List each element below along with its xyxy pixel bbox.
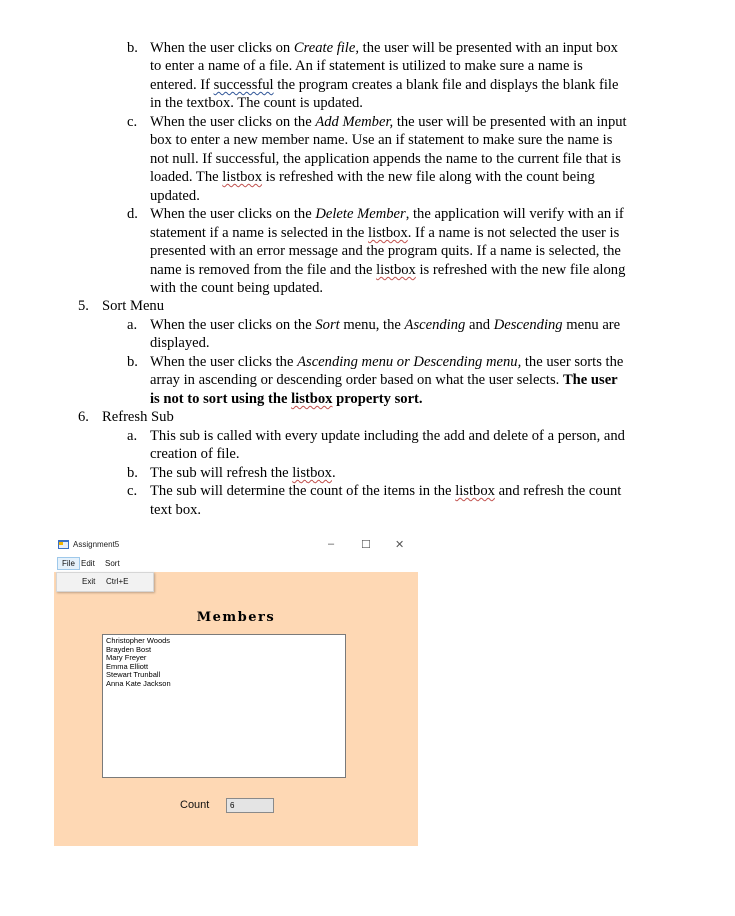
text-run: Add Member, bbox=[315, 114, 394, 130]
document-line bbox=[150, 168, 595, 186]
text-run: menu are bbox=[562, 317, 621, 333]
minimize-icon[interactable]: – bbox=[328, 538, 335, 550]
document-line bbox=[102, 297, 164, 315]
text-run: and refresh the count bbox=[494, 483, 622, 499]
text-run: presented with an error message and the program quits. If a name is selected, the bbox=[150, 243, 621, 259]
members-heading: Members bbox=[196, 610, 276, 625]
document-line bbox=[150, 501, 201, 519]
app-window bbox=[54, 536, 418, 846]
text-run: is not to sort using the bbox=[150, 391, 292, 407]
menu-file[interactable]: File bbox=[57, 557, 80, 570]
text-run: is refreshed with the new file along bbox=[415, 262, 626, 278]
title-bar bbox=[54, 536, 418, 556]
text-run: Refresh Sub bbox=[102, 409, 174, 425]
text-run: listbox bbox=[292, 465, 332, 481]
list-marker: a. bbox=[127, 317, 138, 333]
document-line bbox=[150, 279, 323, 297]
text-run: Sort bbox=[315, 317, 340, 333]
document-line bbox=[150, 39, 618, 57]
list-item[interactable]: Anna Kate Jackson bbox=[106, 678, 171, 688]
document-line bbox=[150, 224, 619, 242]
document-line bbox=[150, 390, 423, 408]
document-line bbox=[150, 205, 624, 223]
list-marker: b. bbox=[127, 40, 138, 56]
text-run: Ascending menu or Descending menu, bbox=[297, 354, 522, 370]
close-icon[interactable]: ✕ bbox=[395, 539, 405, 551]
document-line bbox=[150, 76, 618, 94]
list-item[interactable]: Brayden Bost bbox=[106, 644, 152, 654]
text-run: The user bbox=[562, 372, 618, 388]
list-item[interactable]: Emma Elliott bbox=[106, 661, 149, 671]
text-run: loaded. The bbox=[150, 169, 223, 185]
text-run: When the user clicks on bbox=[150, 40, 294, 56]
document-line bbox=[150, 482, 621, 500]
document-line bbox=[150, 131, 612, 149]
text-run: listbox bbox=[291, 391, 333, 407]
text-run: . If a name is not selected the user is bbox=[407, 225, 620, 241]
text-run: in the textbox. The count is updated. bbox=[150, 95, 363, 111]
list-marker: 6. bbox=[78, 409, 89, 425]
winforms-app-icon bbox=[58, 540, 69, 549]
list-marker: d. bbox=[127, 206, 138, 222]
text-run: . bbox=[331, 465, 336, 481]
text-run: the user sorts the bbox=[521, 354, 624, 370]
document-line bbox=[102, 408, 174, 426]
text-run: entered. If bbox=[150, 77, 214, 93]
document-line bbox=[150, 57, 583, 75]
text-run: This sub is called with every update including the add and delete of a person, and bbox=[150, 428, 625, 444]
document-line bbox=[150, 316, 620, 334]
text-run: the user will be presented with an input bbox=[393, 114, 627, 130]
text-run: box to enter a new member name. Use an if statement to make sure the name is bbox=[150, 132, 613, 148]
text-run: Create file, bbox=[293, 40, 359, 56]
document-line bbox=[150, 150, 621, 168]
text-run: text box. bbox=[150, 502, 202, 518]
maximize-icon[interactable]: ☐ bbox=[361, 539, 371, 551]
menu-exit[interactable]: Exit bbox=[82, 577, 96, 586]
file-dropdown bbox=[56, 572, 154, 592]
text-run: The sub will refresh the bbox=[150, 465, 293, 481]
list-item[interactable]: Stewart Trunball bbox=[106, 670, 161, 680]
menu-bar bbox=[54, 556, 418, 572]
document-line bbox=[150, 113, 627, 131]
text-run: the user will be presented with an input box bbox=[359, 40, 618, 56]
document-line bbox=[150, 427, 625, 445]
window-title: Assignment5 bbox=[73, 540, 120, 549]
text-run: The sub will determine the count of the items in the bbox=[150, 483, 456, 499]
menu-sort[interactable]: Sort bbox=[105, 559, 120, 568]
list-item[interactable]: Christopher Woods bbox=[106, 636, 171, 645]
text-run: with the count being updated. bbox=[150, 280, 324, 296]
list-marker: b. bbox=[127, 465, 138, 481]
text-run: name is removed from the file and the bbox=[150, 262, 377, 278]
text-run: , the application will verify with an if bbox=[405, 206, 624, 222]
document-line bbox=[150, 261, 625, 279]
list-marker: b. bbox=[127, 354, 138, 370]
text-run: Descending bbox=[493, 317, 563, 333]
document-line bbox=[150, 371, 618, 389]
list-marker: c. bbox=[127, 114, 138, 130]
document-line bbox=[150, 242, 621, 260]
document-line bbox=[150, 94, 363, 112]
list-marker: 5. bbox=[78, 298, 89, 314]
text-run: listbox bbox=[368, 225, 408, 241]
members-listbox[interactable] bbox=[102, 634, 346, 778]
text-run: When the user clicks on the bbox=[150, 206, 316, 222]
text-run: listbox bbox=[222, 169, 263, 185]
count-textbox[interactable]: 6 bbox=[226, 798, 274, 813]
list-marker: a. bbox=[127, 428, 138, 444]
text-run: Ascending bbox=[404, 317, 466, 333]
text-run: listbox bbox=[455, 483, 495, 499]
document-line bbox=[150, 334, 210, 352]
list-item[interactable]: Mary Freyer bbox=[106, 653, 147, 663]
document-line bbox=[150, 464, 336, 482]
text-run: to enter a name of a file. An if statement is utilized to make sure a name is bbox=[150, 58, 583, 74]
text-run: menu, the bbox=[339, 317, 405, 333]
text-run: statement if a name is selected in the bbox=[150, 225, 369, 241]
text-run: not null. If successful, the application appends the name to the current file that is bbox=[150, 151, 621, 167]
text-run: property sort. bbox=[332, 391, 423, 407]
text-run: Delete Member bbox=[315, 206, 406, 222]
form-client-area bbox=[54, 572, 418, 846]
document-line bbox=[150, 445, 240, 463]
menu-edit[interactable]: Edit bbox=[81, 559, 95, 568]
text-run: is refreshed with the new file along with the count being bbox=[262, 169, 595, 185]
text-run: and bbox=[465, 317, 494, 333]
text-run: When the user clicks on the bbox=[150, 317, 316, 333]
text-run: the program creates a blank file and displays the blank file bbox=[273, 77, 619, 93]
count-label: Count bbox=[180, 799, 210, 811]
document-line bbox=[150, 187, 200, 205]
text-run: creation of file. bbox=[150, 446, 240, 462]
document-line bbox=[150, 353, 623, 371]
text-run: When the user clicks on the bbox=[150, 114, 316, 130]
text-run: updated. bbox=[150, 188, 200, 204]
exit-shortcut: Ctrl+E bbox=[106, 577, 129, 586]
text-run: successful bbox=[213, 77, 274, 93]
text-run: When the user clicks the bbox=[150, 354, 298, 370]
text-run: displayed. bbox=[150, 335, 210, 351]
text-run: Sort Menu bbox=[102, 298, 165, 314]
list-marker: c. bbox=[127, 483, 138, 499]
text-run: listbox bbox=[376, 262, 416, 278]
text-run: array in ascending or descending order based on what the user selects. bbox=[150, 372, 563, 388]
